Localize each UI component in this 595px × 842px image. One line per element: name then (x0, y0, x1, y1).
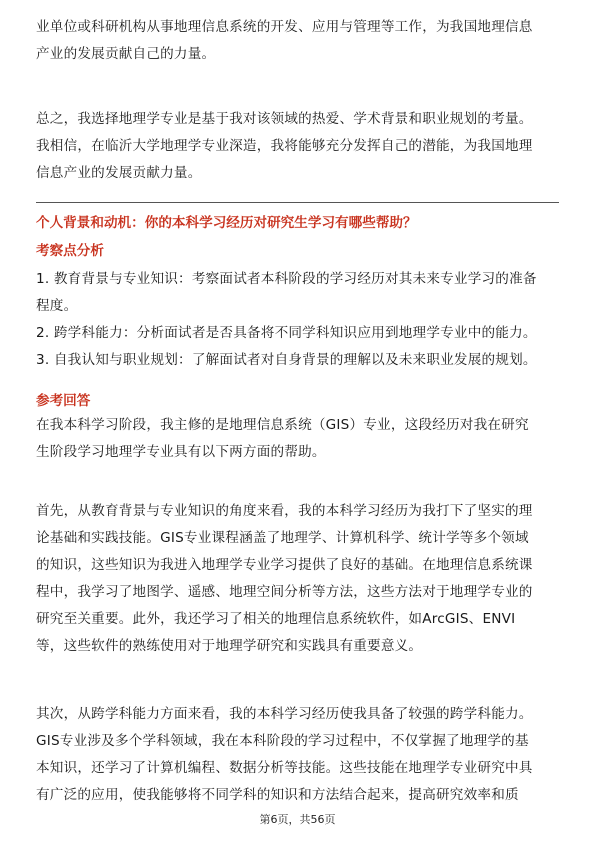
answer-paragraph-2 (36, 498, 561, 660)
answer-heading: 参考回答 (36, 393, 91, 409)
answer-paragraph-1 (36, 412, 561, 466)
text-line: 在我本科学习阶段，我主修的是地理信息系统（GIS）专业，这段经历对我在研究 (36, 417, 529, 433)
analysis-heading: 考察点分析 (36, 243, 104, 259)
analysis-point: 1. 教育背景与专业知识：考察面试者本科阶段的学习经历对其未来专业学习的准备 (36, 271, 537, 287)
text-line: GIS专业涉及多个学科领域，我在本科阶段的学习过程中，不仅掌握了地理学的基 (36, 733, 529, 749)
text-line: 论基础和实践技能。GIS专业课程涵盖了地理学、计算机科学、统计学等多个领域 (36, 530, 529, 546)
text-line: 信息产业的发展贡献力量。 (36, 165, 202, 181)
text-line: 产业的发展贡献自己的力量。 (36, 46, 216, 62)
text-line: 本知识，还学习了计算机编程、数据分析等技能。这些技能在地理学专业研究中具 (36, 760, 533, 776)
text-line: 首先，从教育背景与专业知识的角度来看，我的本科学习经历为我打下了坚实的理 (36, 503, 533, 519)
text-line: 有广泛的应用，使我能够将不同学科的知识和方法结合起来，提高研究效率和质 (36, 787, 519, 803)
text-line: 研究至关重要。此外，我还学习了相关的地理信息系统软件，如ArcGIS、ENVI (36, 611, 516, 627)
page-number-footer: 第6页，共56页 (259, 813, 336, 826)
text-line: 程中，我学习了地图学、遥感、地理空间分析等方法，这些方法对于地理学专业的 (36, 584, 533, 600)
text-line: 的知识，这些知识为我进入地理学专业学习提供了良好的基础。在地理信息系统课 (36, 557, 533, 573)
text-line: 生阶段学习地理学专业具有以下两方面的帮助。 (36, 444, 326, 460)
analysis-point: 程度。 (36, 298, 78, 314)
summary-paragraph (36, 106, 561, 187)
answer-paragraph-3 (36, 701, 561, 809)
text-line: 等，这些软件的熟练使用对于地理学研究和实践具有重要意义。 (36, 638, 423, 654)
text-line: 总之，我选择地理学专业是基于我对该领域的热爱、学术背景和职业规划的考量。 (36, 111, 533, 127)
analysis-list (36, 266, 561, 374)
analysis-point: 3. 自我认知与职业规划：了解面试者对自身背景的理解以及未来职业发展的规划。 (36, 352, 537, 368)
section-divider (36, 202, 559, 203)
intro-paragraph (36, 14, 561, 68)
text-line: 我相信，在临沂大学地理学专业深造，我将能够充分发挥自己的潜能，为我国地理 (36, 138, 533, 154)
text-line: 其次，从跨学科能力方面来看，我的本科学习经历使我具备了较强的跨学科能力。 (36, 706, 533, 722)
text-line: 业单位或科研机构从事地理信息系统的开发、应用与管理等工作，为我国地理信息 (36, 19, 533, 35)
analysis-point: 2. 跨学科能力：分析面试者是否具备将不同学科知识应用到地理学专业中的能力。 (36, 325, 537, 341)
question-heading: 个人背景和动机：你的本科学习经历对研究生学习有哪些帮助？ (36, 215, 417, 231)
